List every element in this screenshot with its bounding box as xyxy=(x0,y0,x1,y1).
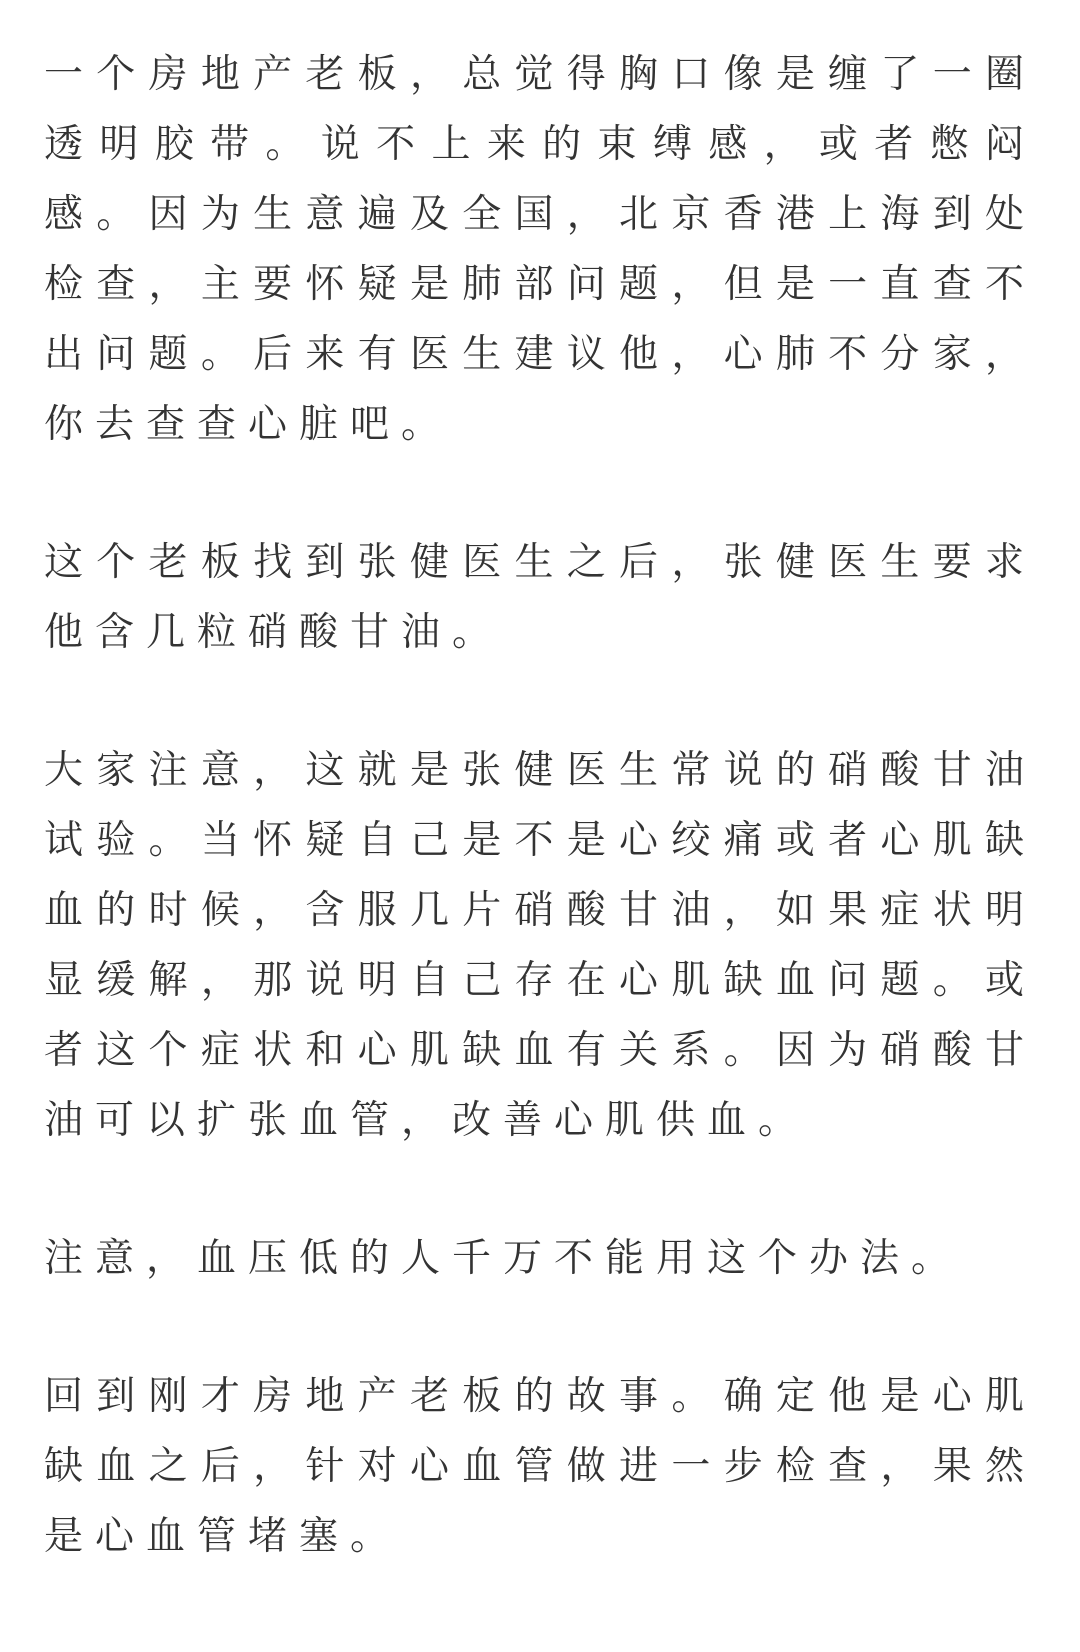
paragraph-4: 注意，血压低的人千万不能用这个办法。 xyxy=(44,1236,963,1281)
paragraph-5: 回到刚才房地产老板的故事。确定他是心肌缺血之后，针对心血管做进一步检查，果然是心血管堵塞。 xyxy=(44,1374,1036,1559)
paragraph-1: 一个房地产老板，总觉得胸口像是缠了一圈透明胶带。说不上来的束缚感，或者憋闷感。因为生意遍及全国，北京香港上海到处检查，主要怀疑是肺部问题，但是一直查不出问题。后来有医生建议他，心肺不分家，你去查查心脏吧。 xyxy=(44,52,1036,447)
paragraph-2: 这个老板找到张健医生之后，张健医生要求他含几粒硝酸甘油。 xyxy=(44,540,1036,655)
paragraph-3: 大家注意，这就是张健医生常说的硝酸甘油试验。当怀疑自己是不是心绞痛或者心肌缺血的时候，含服几片硝酸甘油，如果症状明显缓解，那说明自己存在心肌缺血问题。或者这个症状和心肌缺血有关系。因为硝酸甘油可以扩张血管，改善心肌供血。 xyxy=(44,748,1036,1143)
